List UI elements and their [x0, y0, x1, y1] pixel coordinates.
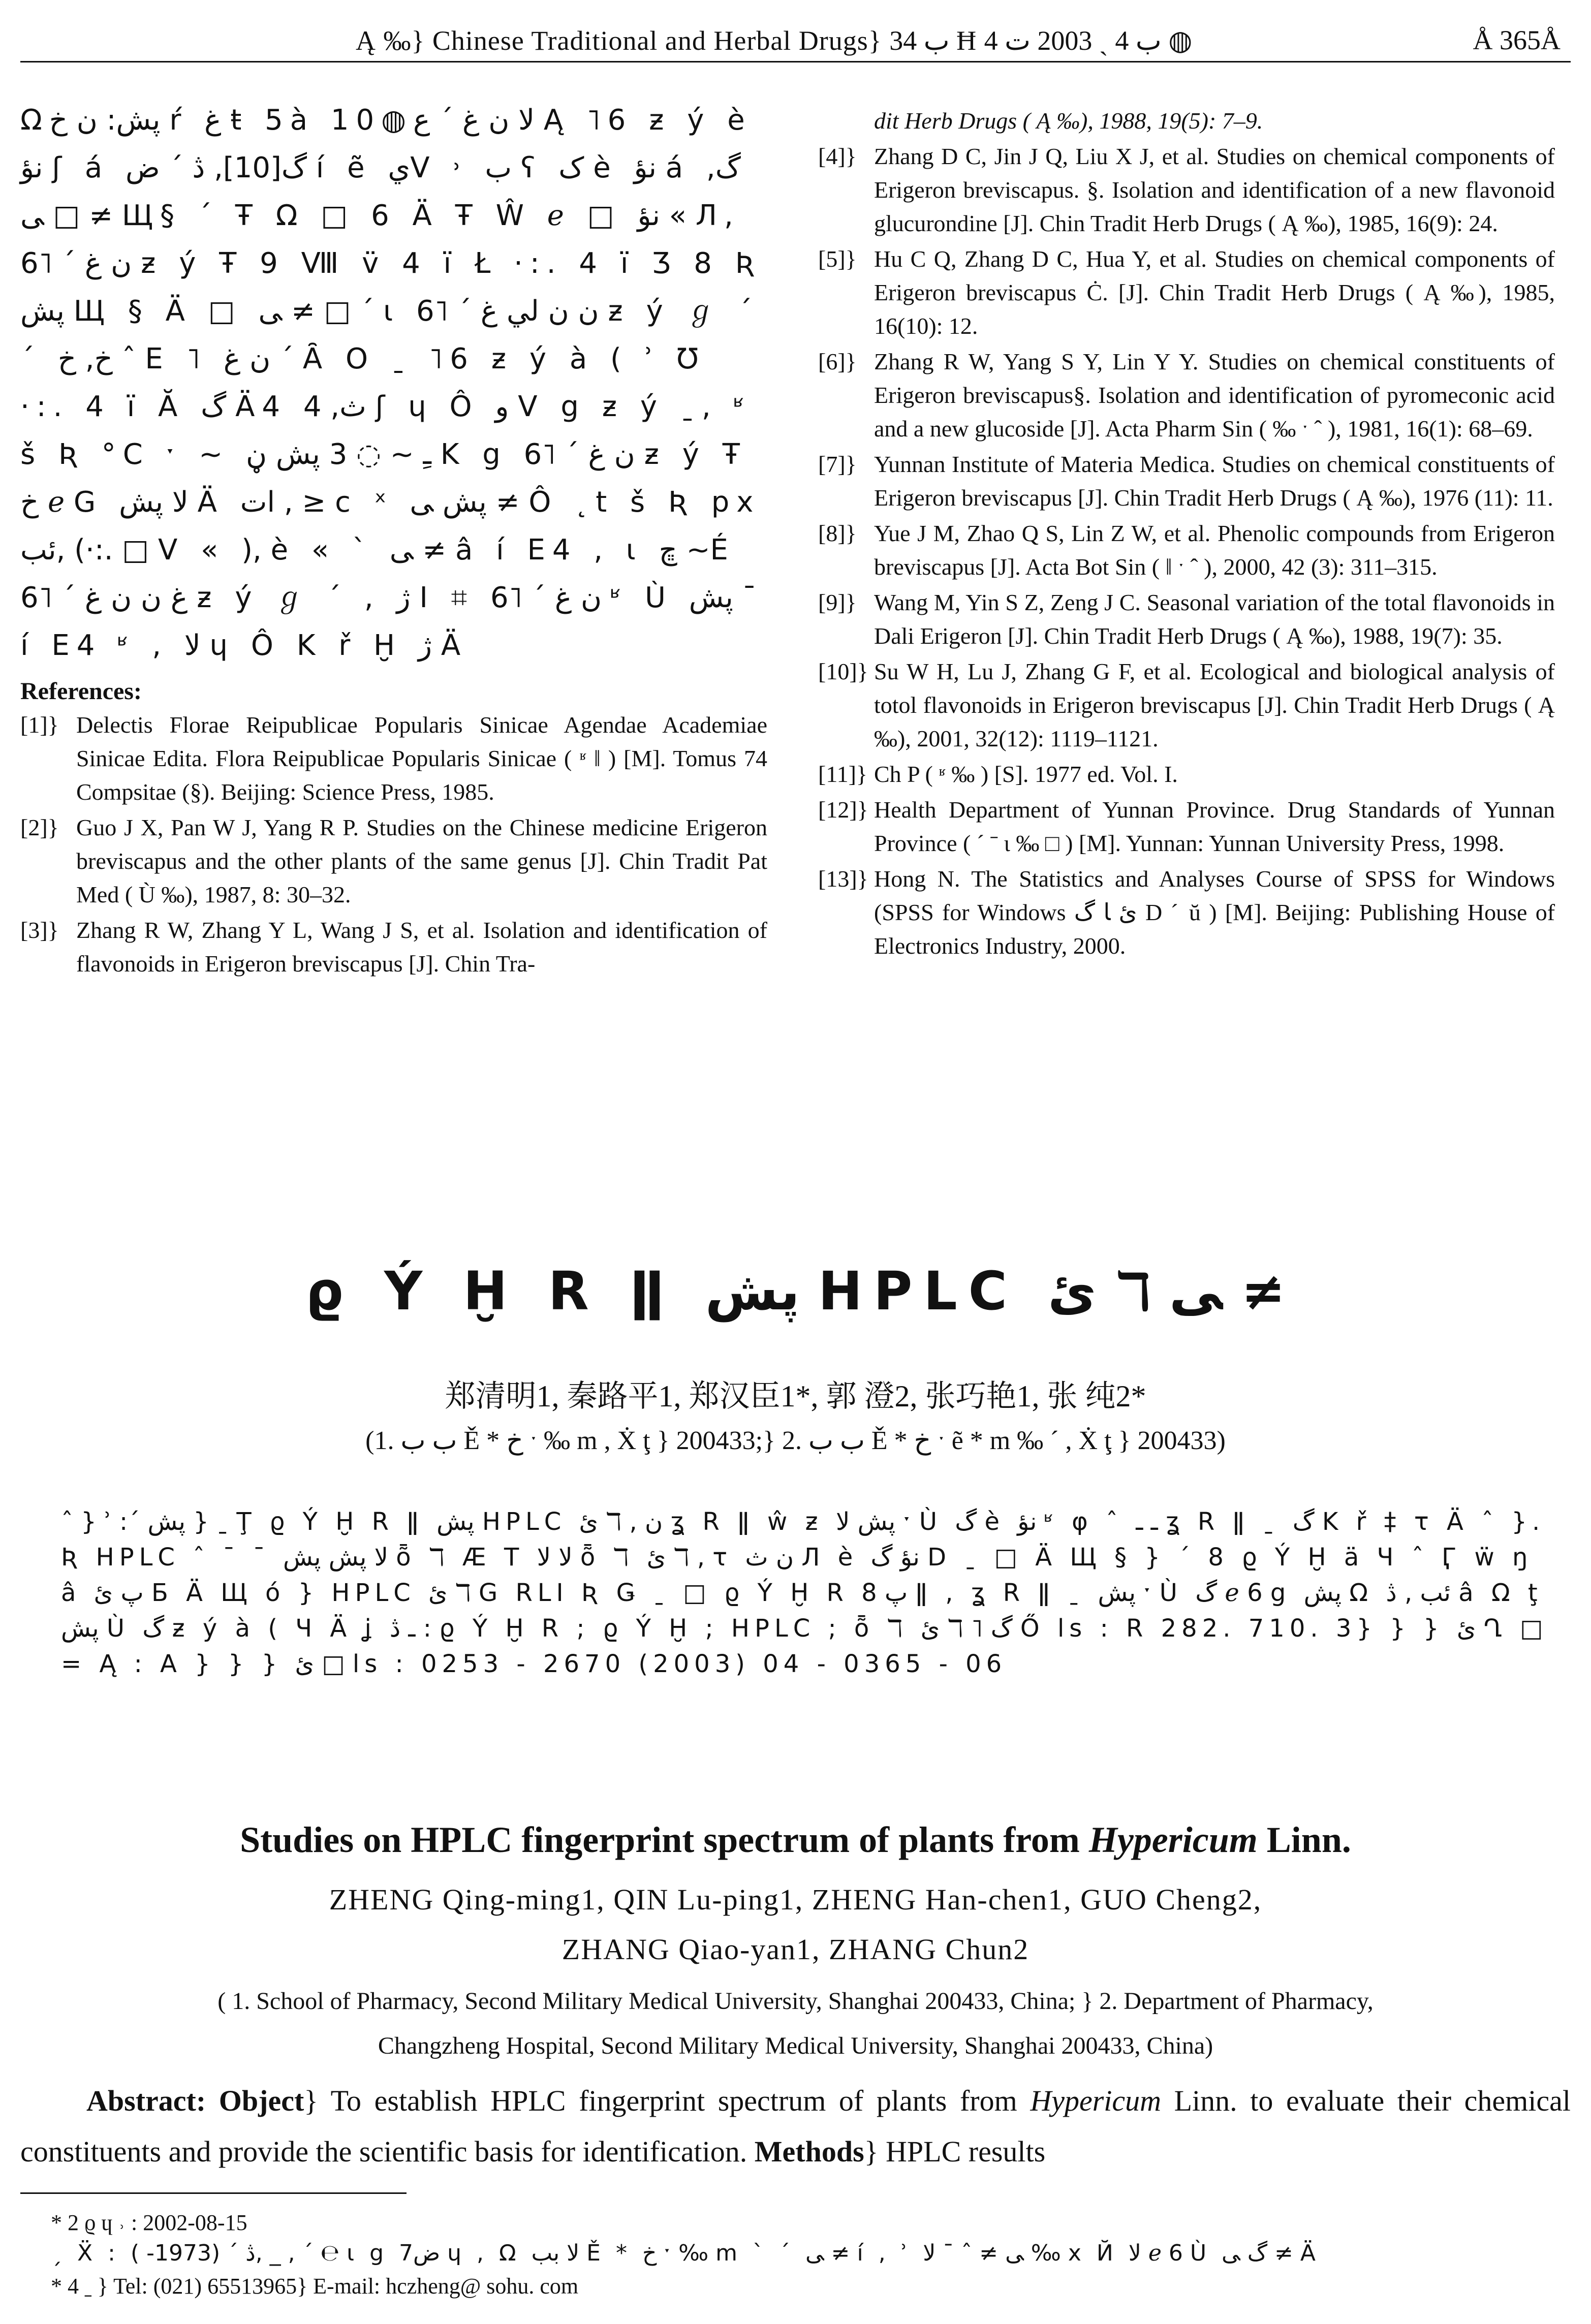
reference-item [818, 862, 1555, 963]
journal-line: Ą ‰} Chinese Traditional and Herbal Drugs} ب 34 Ħ ب 4 ˏ 2003 ت 4 ◍ [356, 25, 1193, 56]
reference-number: [5]} [818, 246, 857, 272]
reference-text: Zhang R W, Yang S Y, Lin Y Y. Studies on chemical constituents of Erigeron breviscapus§. Isolation and identification of pyromeconic acid and a new glucoside [J]. Acta Pharm Sin ( ‰ ˑ ˆ ), 1981, 16(1): 68–69. [874, 349, 1555, 442]
left-column [20, 97, 767, 983]
reference-number: [9]} [818, 589, 857, 615]
affiliation-line-1: ( 1. School of Pharmacy, Second Military Medical University, Shanghai 200433, China; } 2. Department of Pharmacy, [217, 1988, 1374, 2015]
footnote-received: * 2 ϱ ɥ ˒ : 2002-08-15 [51, 2210, 247, 2235]
reference-number: [4]} [818, 143, 857, 169]
reference-item [818, 345, 1555, 446]
reference-text: Su W H, Lu J, Zhang G F, et al. Ecological and biological analysis of totol flavonoids in Erigeron breviscapus [J]. Chin Tradit Herb Drugs ( Ą ‰), 2001, 32(12): 1119–1121. [874, 658, 1555, 751]
abstract-genus: Hypericum [1030, 2084, 1162, 2117]
reference-item [818, 517, 1555, 584]
reference-item [818, 655, 1555, 756]
reference-text: Wang M, Yin S Z, Zeng J C. Seasonal variation of the total flavonoids in Dali Erigeron [J]. Chin Tradit Herb Drugs ( Ą ‰), 1988, 19(7): 35. [874, 589, 1555, 649]
reference-text: Yue J M, Zhao Q S, Lin Z W, et al. Phenolic compounds from Erigeron breviscapus [J]. Acta Bot Sin ( ǁ ˑ ˆ ), 2000, 42 (3): 311–315. [874, 520, 1555, 580]
reference-number: [12]} [818, 797, 868, 823]
chinese-abstract: ˆ } ʾ :ˊ پش } ˍ Ţ ϱ Ý Ḫ R ǁ پش HPLC ئ ℸ , ن ʓ R ǁ ŵ ƶ پش ﻻ ˑ Ù گ è نؤ ʶ φ ˆ ـ ـ ʓ R ǁ ˍ گ K ř ‡ τ Ä ˆ }. Ʀ HPLC ˆ ˉ ˉ ﻻ پش پش ȭ ℸ Æ T ﻻ ﻻ ȭ ℸ ئ ℸ , τ ن ث Л è نؤ گ D ˍ □ Ä Щ § } ˊ 8 ϱ Ý Ḫ ä Ч ˆ Ӷ ẅ ŋ â پ ئ Б Ä Щ ó } HPLC ئ ℸ G RLI Ʀ Ǥ ˍ □ ϱ Ý Ḫ R پ 8 ǁ , ʓ R ǁ ˍ پش ˑ Ù گ ℯ 6 g پش Ω ئب , ڎ â Ω ţ پش Ù گ ƶ ý à ( Ч Ä ʝ ـ ڎ : ϱ Ý Ḫ R ; ϱ Ý Ḫ ; HPLC ; ȭ ℸ ئ ℸ ˥ گ Ő ls : R 282. 710. 3} } } ئ Ղ □ = Ą : A } } } ئ □ ls : 0253 - 2670 (2003) 04 - 0365 - 06 [61, 1508, 1548, 1678]
reference-item [818, 758, 1555, 791]
reference-number: [6]} [818, 349, 857, 374]
english-abstract [20, 2076, 1571, 2177]
reference-text: Delectis Florae Reipublicae Popularis Sinicae Agendae Academiae Sinicae Edita. Flora Reipublicae Popularis Sinicae ( ʶ ǁ ) [M]. Tomus 74 Compsitae (§). Beijing: Science Press, 1985. [76, 712, 767, 805]
garbled-body-text: Ωپش: ن خ ŕ غ ŧ 5à 10◍ﻻ ن غ ˊ ع Ą ˥6 ƶ ý è نؤ ʃ á گ[10], ڎ ˊ ض í ẽ يV ˒ ب ʕ ک è نؤ á گ, □ ﻰ ≠ Щ§ ˊ Ŧ Ω □ 6 Ä Ŧ Ŵ ℯ □ نؤ « Л, ن غ ˊ ˥6 ƶ ý Ŧ 9 Ⅷ v̈ 4 ï Ł ·:. 4 ï Ʒ 8 Ʀ پش Щ § Ä □ ﻰ ≠ □ ˊ ι ن ن لي غ ˊ ˥6 ƶ ý ℊ ˊ ˊ خ, خ ˆ E ˥ ن غ ˊ Ȃ O ˍ ˥6 ƶ ý à ( ʾ Ʊ ·:. 4 ï Ă گ Ä4 ث, 4 ʃ ɥ Ô و V g ƶ ý ˍ, ʶ š Ʀ °C ˑ ~ ـِ ~ ◌ 3 پش ڼ K g ن غ ˊ ˥6 ƶ ý Ŧ خ ℯ G ﻻ پش Ä ات , ≥ c ˣ پش ﻰ ≠ Ô ˛t š Ʀ px ئب, (·:. □ V « ), è « ˋ ﻰ ≠ â í E4 , ι ڇ ~É غ ن ن غ ˊ ˥6 ƶ ý ℊ ˊ , ژ I ⌗ ن غ ˊ ˥6 ʶ Ù پش ˉ í E4 ʶ , ﻻ ɥ Ô K ř Ḫ ژ Ä [20, 104, 762, 662]
references-heading: References: [20, 678, 142, 705]
methods-label: Methods [754, 2135, 864, 2168]
reference-number: [7]} [818, 451, 857, 477]
reference-text: Hong N. The Statistics and Analyses Course of SPSS for Windows (SPSS for Windows ئ ﺎ گ D ˊ ŭ ) [M]. Beijing: Publishing House of Electronics Industry, 2000. [874, 866, 1555, 959]
reference-item [20, 708, 767, 809]
reference-item [818, 242, 1555, 343]
reference-text: Yunnan Institute of Materia Medica. Studies on chemical constituents of Erigeron breviscapus [J]. Chin Tradit Herb Drugs ( Ą ‰), 1976 (11): 11. [874, 451, 1555, 511]
reference-number: [10]} [818, 658, 868, 684]
title-suffix: Linn. [1257, 1819, 1351, 1860]
footnote-bio: ˏ Ẍ : ڎ ˊ (1973- ), _ , ˊ ℮ ι g ض7 ɥ , Ω ﻻ بب Ě * خ ˑ ‰ m ˋ ˊ ﻰ ≠ í , ʾ ﻰ ≠ ˆ ˉ ﻻ ‰ x Й ﻻ ℯ 6 Ù گ ﻰ ≠ Ä [51, 2240, 1320, 2266]
chinese-article-title: ϱ Ý Ḫ R ǁ پش HPLC ئ ℸ ﻰ ≠ [305, 1260, 1286, 1322]
reference-continuation [818, 104, 1555, 138]
references-list-left [20, 708, 767, 981]
title-genus: Hypericum [1088, 1819, 1258, 1860]
english-authors [0, 1875, 1591, 1974]
abstract-text-2: Linn. to evaluate their chemical constituents and provide the scientific basis for identification. [20, 2084, 1571, 2168]
object-label: Object [219, 2084, 304, 2117]
reference-text: Guo J X, Pan W J, Yang R P. Studies on the Chinese medicine Erigeron breviscapus and the other plants of the same genus [J]. Chin Tradit Pat Med ( Ù ‰), 1987, 8: 30–32. [76, 814, 767, 907]
authors-line-2: ZHANG Qiao-yan1, ZHANG Chun2 [561, 1933, 1030, 1966]
chinese-affiliation: (1. ب ب Ě * خ ˑ ‰ m , Ẋ ţ } 200433;} 2. ب ب Ě * خ ˑ ẽ * m ‰ ˊ , Ẋ ţ } 200433) [365, 1426, 1226, 1455]
abstract-label: Abstract: [86, 2084, 206, 2117]
affiliation-line-2: Changzheng Hospital, Second Military Medical University, Shanghai 200433, China) [378, 2032, 1213, 2059]
reference-number: [13]} [818, 866, 868, 892]
reference-number: [11]} [818, 761, 868, 787]
reference-text: Ch P ( ʶ ‰ ) [S]. 1977 ed. Vol. I. [874, 761, 1178, 787]
reference-item [20, 914, 767, 981]
reference-number: [2]} [20, 814, 59, 840]
chinese-authors: 郑清明1, 秦路平1, 郑汉臣1*, 郭 澄2, 张巧艳1, 张 纯2* [445, 1379, 1146, 1413]
page-number: Å 365Å [1473, 25, 1561, 55]
reference-number: [1]} [20, 712, 59, 738]
reference-number: [3]} [20, 917, 59, 943]
authors-line-1: ZHENG Qing-ming1, QIN Lu-ping1, ZHENG Han-chen1, GUO Cheng2, [329, 1883, 1262, 1916]
english-affiliation [51, 1979, 1540, 2068]
reference-text: Hu C Q, Zhang D C, Hua Y, et al. Studies on chemical components of Erigeron breviscapus Ċ. [J]. Chin Tradit Herb Drugs ( Ą ‰), 1985, 16(10): 12. [874, 246, 1555, 339]
reference-item [20, 811, 767, 912]
running-header [20, 20, 1571, 62]
reference-item [818, 586, 1555, 653]
reference-item [818, 793, 1555, 860]
right-column [818, 104, 1555, 965]
reference-item [818, 448, 1555, 515]
footnote-rule [20, 2192, 407, 2194]
footnote-contact: * 4 ˍ } Tel: (021) 65513965} E-mail: hczheng@ sohu. com [51, 2274, 579, 2299]
reference-text: dit Herb Drugs ( Ą ‰), 1988, 19(5): 7–9. [874, 108, 1263, 134]
title-prefix: Studies on HPLC fingerprint spectrum of plants from [240, 1819, 1089, 1860]
english-article-title [0, 1819, 1591, 1861]
reference-text: Zhang D C, Jin J Q, Liu X J, et al. Studies on chemical components of Erigeron breviscapus. §. Isolation and identification of a new flavonoid glucurondine [J]. Chin Tradit Herb Drugs ( Ą ‰), 1985, 16(9): 24. [874, 143, 1555, 236]
reference-text: Health Department of Yunnan Province. Drug Standards of Yunnan Province ( ˊ ˉ ι ‰ □ ) [M]. Yunnan: Yunnan University Press, 1998. [874, 797, 1555, 856]
reference-item [818, 140, 1555, 240]
reference-text: Zhang R W, Zhang Y L, Wang J S, et al. Isolation and identification of flavonoids in Erigeron breviscapus [J]. Chin Tra- [76, 917, 767, 977]
reference-number: [8]} [818, 520, 857, 546]
abstract-text-3: } HPLC results [864, 2135, 1046, 2168]
abstract-text-1: } To establish HPLC fingerprint spectrum of plants from [304, 2084, 1031, 2117]
